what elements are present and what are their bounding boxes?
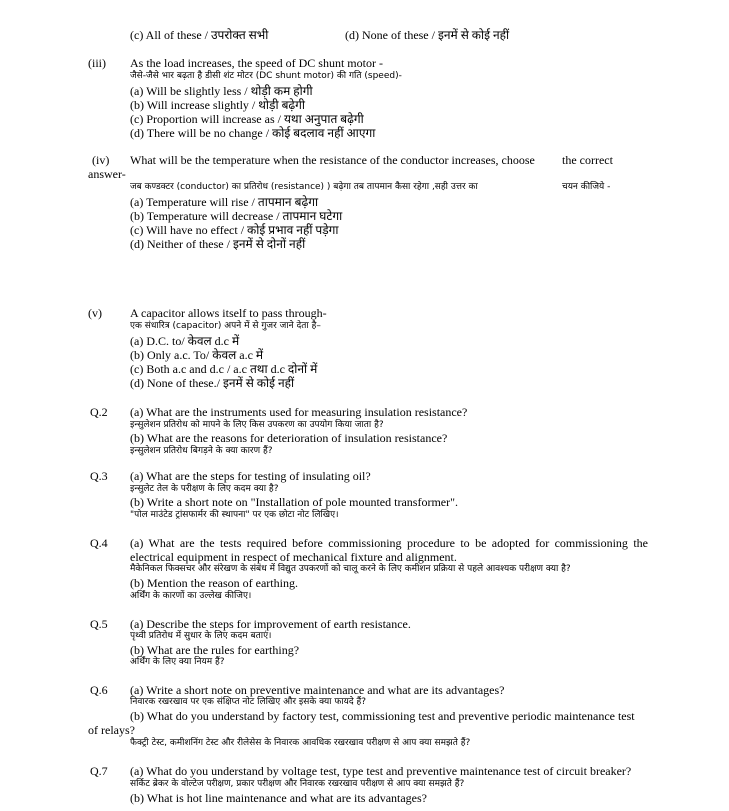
q5-part-b-hindi: अर्थिंग के लिए क्या नियम हैं?	[130, 657, 225, 667]
question-v-text: A capacitor allows itself to pass through-	[130, 306, 327, 320]
q5-part-b: (b) What are the rules for earthing?	[130, 643, 300, 657]
option-v-b: (b) Only a.c. To/ केवल a.c में	[130, 348, 264, 362]
question-iii-text: As the load increases, the speed of DC shunt motor -	[130, 56, 383, 70]
option-iv-a: (a) Temperature will rise / तापमान बढ़ेगा	[130, 195, 319, 209]
q2-part-a-hindi: इन्सुलेशन प्रतिरोध को मापने के लिए किस उपकरण का उपयोग किया जाता है?	[130, 420, 384, 430]
question-number-q4: Q.4	[90, 536, 108, 550]
question-iv-hindi-end: चयन कीजिये -	[562, 182, 611, 192]
question-iii-hindi: जैसे-जैसे भार बढ़ता है डीसी शंट मोटर (DC shunt motor) की गति (speed)-	[130, 71, 402, 81]
q2-part-b: (b) What are the reasons for deterioration of insulation resistance?	[130, 431, 448, 445]
question-number-iv: (iv)	[92, 153, 110, 167]
q7-part-b: (b) What is hot line maintenance and what are its advantages?	[130, 791, 427, 805]
q4-part-b-hindi: अर्थिंग के कारणों का उल्लेख कीजिए।	[130, 591, 252, 601]
question-number-q2: Q.2	[90, 405, 108, 419]
q5-part-a-hindi: पृथ्वी प्रतिरोध में सुधार के लिए कदम बताएं।	[130, 631, 272, 641]
q6-part-a: (a) Write a short note on preventive maintenance and what are its advantages?	[130, 683, 505, 697]
option-c-all-of-these: (c) All of these / उपरोक्त सभी	[130, 28, 269, 42]
q6-part-b-hindi: फैक्ट्री टेस्ट, कमीशनिंग टेस्ट और रीलेसेस के निवारक आवधिक रखरखाव परीक्षण से आप क्या समझते हैं?	[130, 738, 471, 748]
option-iv-c: (c) Will have no effect / कोई प्रभाव नहीं पड़ेगा	[130, 223, 339, 237]
option-v-d: (d) None of these./ इनमें से कोई नहीं	[130, 376, 295, 390]
option-iii-c: (c) Proportion will increase as / यथा अनुपात बढ़ेगी	[130, 112, 364, 126]
q5-part-a: (a) Describe the steps for improvement of earth resistance.	[130, 617, 411, 631]
question-iv-text-line1-end: the correct	[562, 153, 613, 167]
q6-part-b-line2: of relays?	[88, 723, 135, 737]
q3-part-b-hindi: "पोल माउंटेड ट्रांसफार्मर की स्थापना" पर एक छोटा नोट लिखिए।	[130, 510, 339, 520]
question-number-q7: Q.7	[90, 764, 108, 778]
option-iv-d: (d) Neither of these / इनमें से दोनों नहीं	[130, 237, 306, 251]
q4-part-a-line2: electrical equipment in respect of mechanical fixture and alignment.	[130, 550, 457, 564]
q6-part-a-hindi: निवारक रखरखाव पर एक संक्षिप्त नोट लिखिए और इसके क्या फायदे हैं?	[130, 697, 367, 707]
option-iv-b: (b) Temperature will decrease / तापमान घटेगा	[130, 209, 343, 223]
question-iv-text-line2: answer-	[88, 167, 126, 181]
option-iii-b: (b) Will increase slightly / थोड़ी बढ़ेगी	[130, 98, 306, 112]
option-d-none-of-these: (d) None of these / इनमें से कोई नहीं	[345, 28, 510, 42]
question-iv-text-line1: What will be the temperature when the resistance of the conductor increases, choose	[130, 153, 535, 167]
q7-part-a: (a) What do you understand by voltage test, type test and preventive maintenance test of circuit breaker?	[130, 764, 632, 778]
q4-part-b: (b) Mention the reason of earthing.	[130, 576, 298, 590]
q2-part-b-hindi: इन्सुलेशन प्रतिरोध बिगड़ने के क्या कारण हैं?	[130, 446, 273, 456]
question-number-q3: Q.3	[90, 469, 108, 483]
question-iv-hindi: जब कण्डक्टर (conductor) का प्रतिरोध (resistance) ) बढ़ेगा तब तापमान कैसा रहेगा ,सही उत्तर का	[130, 182, 478, 192]
option-iii-a: (a) Will be slightly less / थोड़ी कम होगी	[130, 84, 313, 98]
q4-part-a-hindi: मैकेनिकल फिक्सचर और संरेखण के संबंध में विद्युत उपकरणों को चालू करने के लिए कमीशन प्रक्रिया से पहले आवश्यक परीक्षण क्या है?	[130, 564, 571, 574]
question-number-iii: (iii)	[88, 56, 106, 70]
option-iii-d: (d) There will be no change / कोई बदलाव नहीं आएगा	[130, 126, 376, 140]
q3-part-a: (a) What are the steps for testing of insulating oil?	[130, 469, 371, 483]
option-v-a: (a) D.C. to/ केवल d.c में	[130, 334, 240, 348]
question-number-q5: Q.5	[90, 617, 108, 631]
q3-part-b: (b) Write a short note on "Installation of pole mounted transformer".	[130, 495, 459, 509]
question-v-hindi: एक संधारित्र (capacitor) अपने में से गुजर जाने देता है–	[130, 321, 321, 331]
question-number-q6: Q.6	[90, 683, 108, 697]
q3-part-a-hindi: इन्सुलेट तेल के परीक्षण के लिए कदम क्या है?	[130, 484, 279, 494]
q7-part-a-hindi: सर्किट ब्रेकर के वोल्टेज परीक्षण, प्रकार परीक्षण और निवारक रखरखाव परीक्षण से आप क्या समझते हैं?	[130, 779, 465, 789]
q4-part-a-line1: (a) What are the tests required before commissioning procedure to be adopted for commissioning the	[130, 536, 648, 550]
option-v-c: (c) Both a.c and d.c / a.c तथा d.c दोनों में	[130, 362, 318, 376]
q2-part-a: (a) What are the instruments used for measuring insulation resistance?	[130, 405, 468, 419]
q6-part-b-line1: (b) What do you understand by factory test, commissioning test and preventive periodic maintenance test	[130, 709, 635, 723]
question-number-v: (v)	[88, 306, 102, 320]
